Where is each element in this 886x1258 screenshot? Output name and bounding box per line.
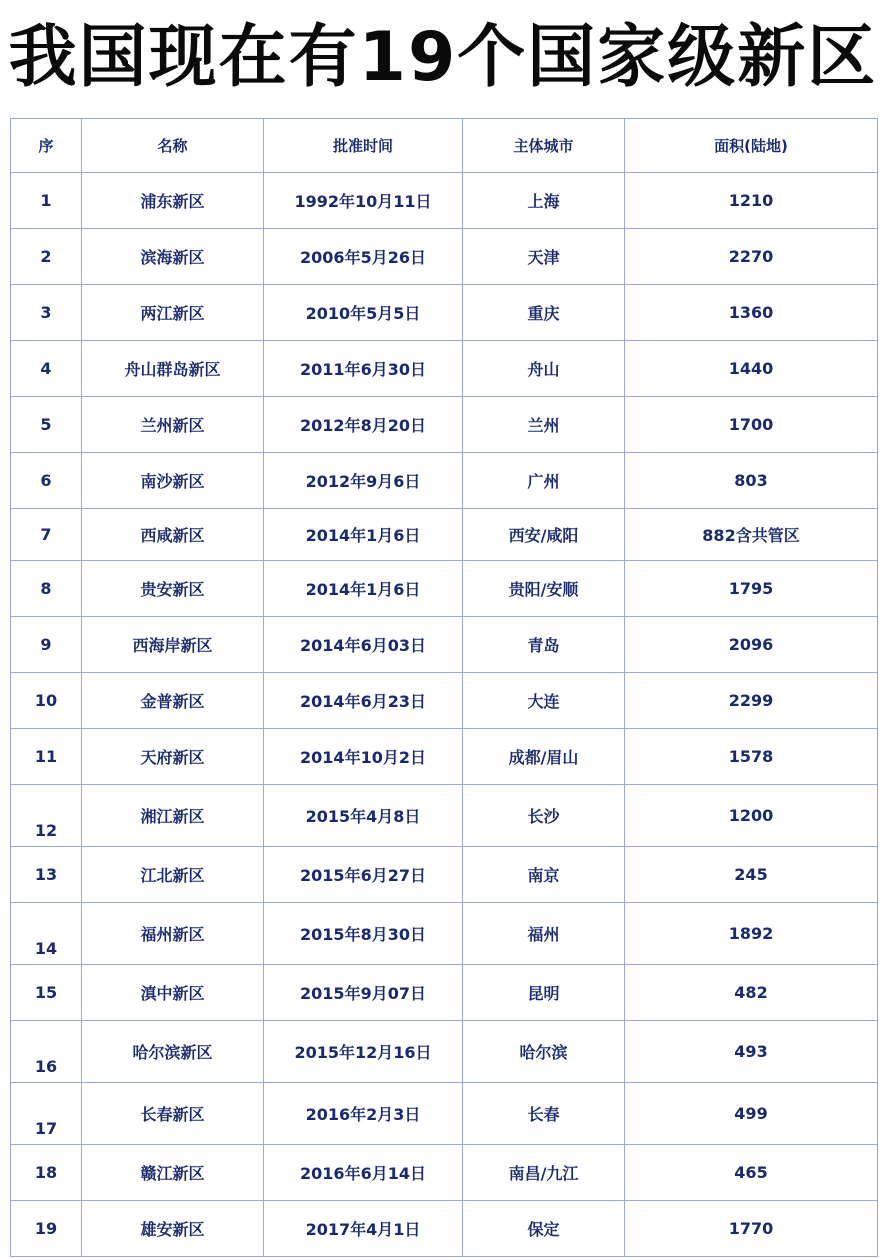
cell-date: 2015年4月8日: [264, 785, 463, 847]
cell-date: 2016年2月3日: [264, 1083, 463, 1145]
cell-area: 1892: [625, 903, 878, 965]
table-row: [11, 965, 878, 1021]
cell-city: 福州: [463, 903, 625, 965]
cell-date: 2012年8月20日: [264, 397, 463, 453]
cell-area: 2096: [625, 617, 878, 673]
cell-seq: 5: [11, 397, 82, 453]
cell-date: 2016年6月14日: [264, 1145, 463, 1201]
cell-name: 雄安新区: [82, 1201, 264, 1257]
cell-name: 兰州新区: [82, 397, 264, 453]
cell-name: 赣江新区: [82, 1145, 264, 1201]
table-row: [11, 673, 878, 729]
cell-area: 245: [625, 847, 878, 903]
cell-name: 两江新区: [82, 285, 264, 341]
cell-area: 1210: [625, 173, 878, 229]
cell-date: 2017年4月1日: [264, 1201, 463, 1257]
cell-date: 2011年6月30日: [264, 341, 463, 397]
cell-date: 2014年1月6日: [264, 509, 463, 561]
page-title: 我国现在有19个国家级新区: [8, 18, 878, 97]
cell-name: 浦东新区: [82, 173, 264, 229]
header-seq: 序: [11, 119, 82, 173]
new-zones-table: [10, 118, 878, 1257]
cell-area: 1700: [625, 397, 878, 453]
cell-date: 2012年9月6日: [264, 453, 463, 509]
cell-name: 天府新区: [82, 729, 264, 785]
cell-area: 1795: [625, 561, 878, 617]
cell-seq: 18: [11, 1145, 82, 1201]
cell-name: 福州新区: [82, 903, 264, 965]
cell-area: 882含共管区: [625, 509, 878, 561]
table-row: [11, 729, 878, 785]
cell-name: 滇中新区: [82, 965, 264, 1021]
cell-date: 2010年5月5日: [264, 285, 463, 341]
cell-city: 南京: [463, 847, 625, 903]
table-header-row: [11, 119, 878, 173]
cell-date: 2015年8月30日: [264, 903, 463, 965]
cell-area: 1770: [625, 1201, 878, 1257]
cell-name: 西海岸新区: [82, 617, 264, 673]
table-row: [11, 397, 878, 453]
cell-city: 天津: [463, 229, 625, 285]
cell-date: 2015年9月07日: [264, 965, 463, 1021]
table-row: [11, 1201, 878, 1257]
table-row: [11, 847, 878, 903]
cell-area: 2299: [625, 673, 878, 729]
table-row: [11, 1083, 878, 1145]
header-name: 名称: [82, 119, 264, 173]
cell-seq: 6: [11, 453, 82, 509]
cell-name: 哈尔滨新区: [82, 1021, 264, 1083]
cell-city: 哈尔滨: [463, 1021, 625, 1083]
cell-name: 南沙新区: [82, 453, 264, 509]
table-row: [11, 561, 878, 617]
cell-area: 803: [625, 453, 878, 509]
header-city: 主体城市: [463, 119, 625, 173]
cell-seq: 4: [11, 341, 82, 397]
table-row: [11, 229, 878, 285]
cell-name: 湘江新区: [82, 785, 264, 847]
cell-date: 2014年6月23日: [264, 673, 463, 729]
table-row: [11, 453, 878, 509]
cell-area: 1440: [625, 341, 878, 397]
cell-seq: 14: [11, 903, 82, 965]
cell-city: 大连: [463, 673, 625, 729]
table-row: [11, 509, 878, 561]
cell-date: 2015年6月27日: [264, 847, 463, 903]
cell-seq: 17: [11, 1083, 82, 1145]
table-row: [11, 1021, 878, 1083]
cell-seq: 1: [11, 173, 82, 229]
cell-city: 西安/咸阳: [463, 509, 625, 561]
table-row: [11, 785, 878, 847]
cell-city: 舟山: [463, 341, 625, 397]
cell-area: 2270: [625, 229, 878, 285]
cell-city: 南昌/九江: [463, 1145, 625, 1201]
cell-city: 重庆: [463, 285, 625, 341]
table-row: [11, 1145, 878, 1201]
cell-name: 金普新区: [82, 673, 264, 729]
cell-city: 上海: [463, 173, 625, 229]
cell-city: 长春: [463, 1083, 625, 1145]
cell-seq: 12: [11, 785, 82, 847]
cell-seq: 7: [11, 509, 82, 561]
cell-name: 舟山群岛新区: [82, 341, 264, 397]
cell-name: 长春新区: [82, 1083, 264, 1145]
cell-city: 长沙: [463, 785, 625, 847]
cell-seq: 15: [11, 965, 82, 1021]
header-area: 面积(陆地): [625, 119, 878, 173]
cell-city: 青岛: [463, 617, 625, 673]
header-date: 批准时间: [264, 119, 463, 173]
cell-area: 499: [625, 1083, 878, 1145]
cell-city: 保定: [463, 1201, 625, 1257]
cell-area: 1578: [625, 729, 878, 785]
cell-area: 493: [625, 1021, 878, 1083]
cell-seq: 19: [11, 1201, 82, 1257]
cell-name: 贵安新区: [82, 561, 264, 617]
cell-name: 江北新区: [82, 847, 264, 903]
cell-area: 1360: [625, 285, 878, 341]
cell-date: 2014年6月03日: [264, 617, 463, 673]
table-row: [11, 903, 878, 965]
cell-city: 贵阳/安顺: [463, 561, 625, 617]
cell-date: 2006年5月26日: [264, 229, 463, 285]
cell-date: 2014年10月2日: [264, 729, 463, 785]
table-row: [11, 617, 878, 673]
cell-area: 482: [625, 965, 878, 1021]
cell-seq: 8: [11, 561, 82, 617]
cell-date: 1992年10月11日: [264, 173, 463, 229]
table-row: [11, 341, 878, 397]
cell-seq: 16: [11, 1021, 82, 1083]
cell-area: 1200: [625, 785, 878, 847]
cell-date: 2014年1月6日: [264, 561, 463, 617]
cell-city: 广州: [463, 453, 625, 509]
cell-city: 兰州: [463, 397, 625, 453]
cell-name: 滨海新区: [82, 229, 264, 285]
cell-city: 成都/眉山: [463, 729, 625, 785]
cell-seq: 10: [11, 673, 82, 729]
table-row: [11, 285, 878, 341]
cell-date: 2015年12月16日: [264, 1021, 463, 1083]
cell-seq: 9: [11, 617, 82, 673]
cell-name: 西咸新区: [82, 509, 264, 561]
cell-seq: 3: [11, 285, 82, 341]
table-body: [11, 173, 878, 1257]
cell-city: 昆明: [463, 965, 625, 1021]
cell-seq: 2: [11, 229, 82, 285]
cell-seq: 13: [11, 847, 82, 903]
cell-seq: 11: [11, 729, 82, 785]
cell-area: 465: [625, 1145, 878, 1201]
table-row: [11, 173, 878, 229]
